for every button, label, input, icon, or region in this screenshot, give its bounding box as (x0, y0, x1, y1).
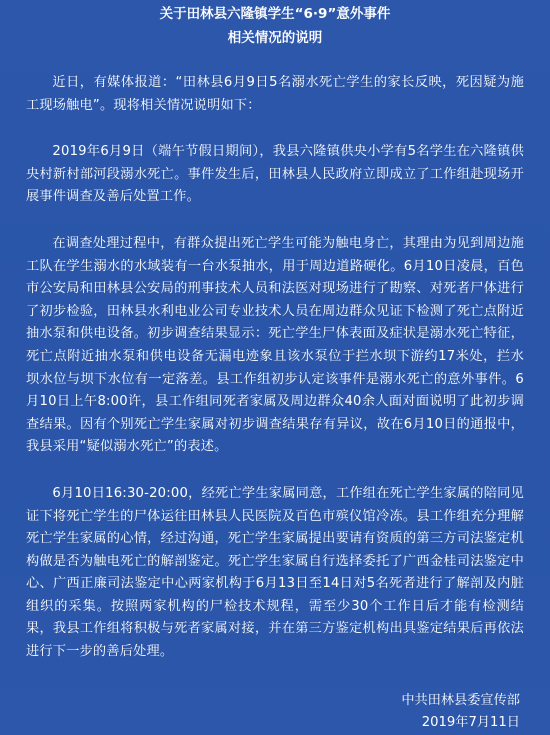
signature-organization: 中共田林县委宣传部 (401, 692, 520, 708)
document-subtitle: 相关情况的说明 (227, 30, 323, 46)
paragraph-incident: 2019年6月9日（端午节假日期间），我县六隆镇供央小学有5名学生在六隆镇供央村新村部河段溺水死亡。事件发生后，田林县人民政府立即成立了工作组赴现场开展事件调查及善后处置工作。 (26, 144, 524, 205)
paragraph-intro: 近日，有媒体报道：“田林县6月9日5名溺水死亡学生的家长反映，死因疑为施工现场触电”。现将相关情况说明如下： (26, 75, 524, 113)
paragraph-autopsy: 6月10日16:30-20:00，经死亡学生家属同意，工作组在死亡学生家属的陪同见证下将死亡学生的尸体运往田林县人民医院及百色市殡仪馆冷冻。县工作组充分理解死亡学生家属的心情，经过沟通，死亡学生家属提出要请有资质的第三方司法鉴定机构做是否为触电死亡的解剖鉴定。死亡学生家属自行选择委托了广西金桂司法鉴定中心、广西正廉司法鉴定中心两家机构于6月13日至14日对5名死者进行了解剖及内脏组织的采集。按照两家机构的尸检技术规程，需至少30个工作日后才能有检测结果，我县工作组将积极与死者家属对接，并在第三方鉴定机构出具鉴定结果后再依法进行下一步的善后处理。 (26, 485, 524, 660)
paragraph-investigation: 在调查处理过程中，有群众提出死亡学生可能为触电身亡，其理由为见到周边施工队在学生溺水的水域装有一台水泵抽水，用于周边道路硬化。6月10日凌晨，百色市公安局和田林县公安局的刑事技术人员和法医对现场进行了勘察、对死者尸体进行了初步检验，田林县水利电业公司专业技术人员在周边群众见证下检测了死亡点附近抽水泵和供电设备。初步调查结果显示：死亡学生尸体表面及症状是溺水死亡特征，死亡点附近抽水泵和供电设备无漏电迹象且该水泵位于拦水坝下游约17米处，拦水坝水位与坝下水位有一定落差。县工作组初步认定该事件是溺水死亡的意外事件。6月10日上午8:00许，县工作组同死者家属及周边群众40余人面对面说明了此初步调查结果。因有个别死亡学生家属对初步调查结果存有异议，故在6月10日的通报中，我县采用“疑似溺水死亡”的表述。 (26, 235, 524, 455)
signature-date: 2019年7月11日 (421, 715, 520, 731)
document-title: 关于田林县六隆镇学生“6·9”意外事件 (159, 6, 391, 22)
